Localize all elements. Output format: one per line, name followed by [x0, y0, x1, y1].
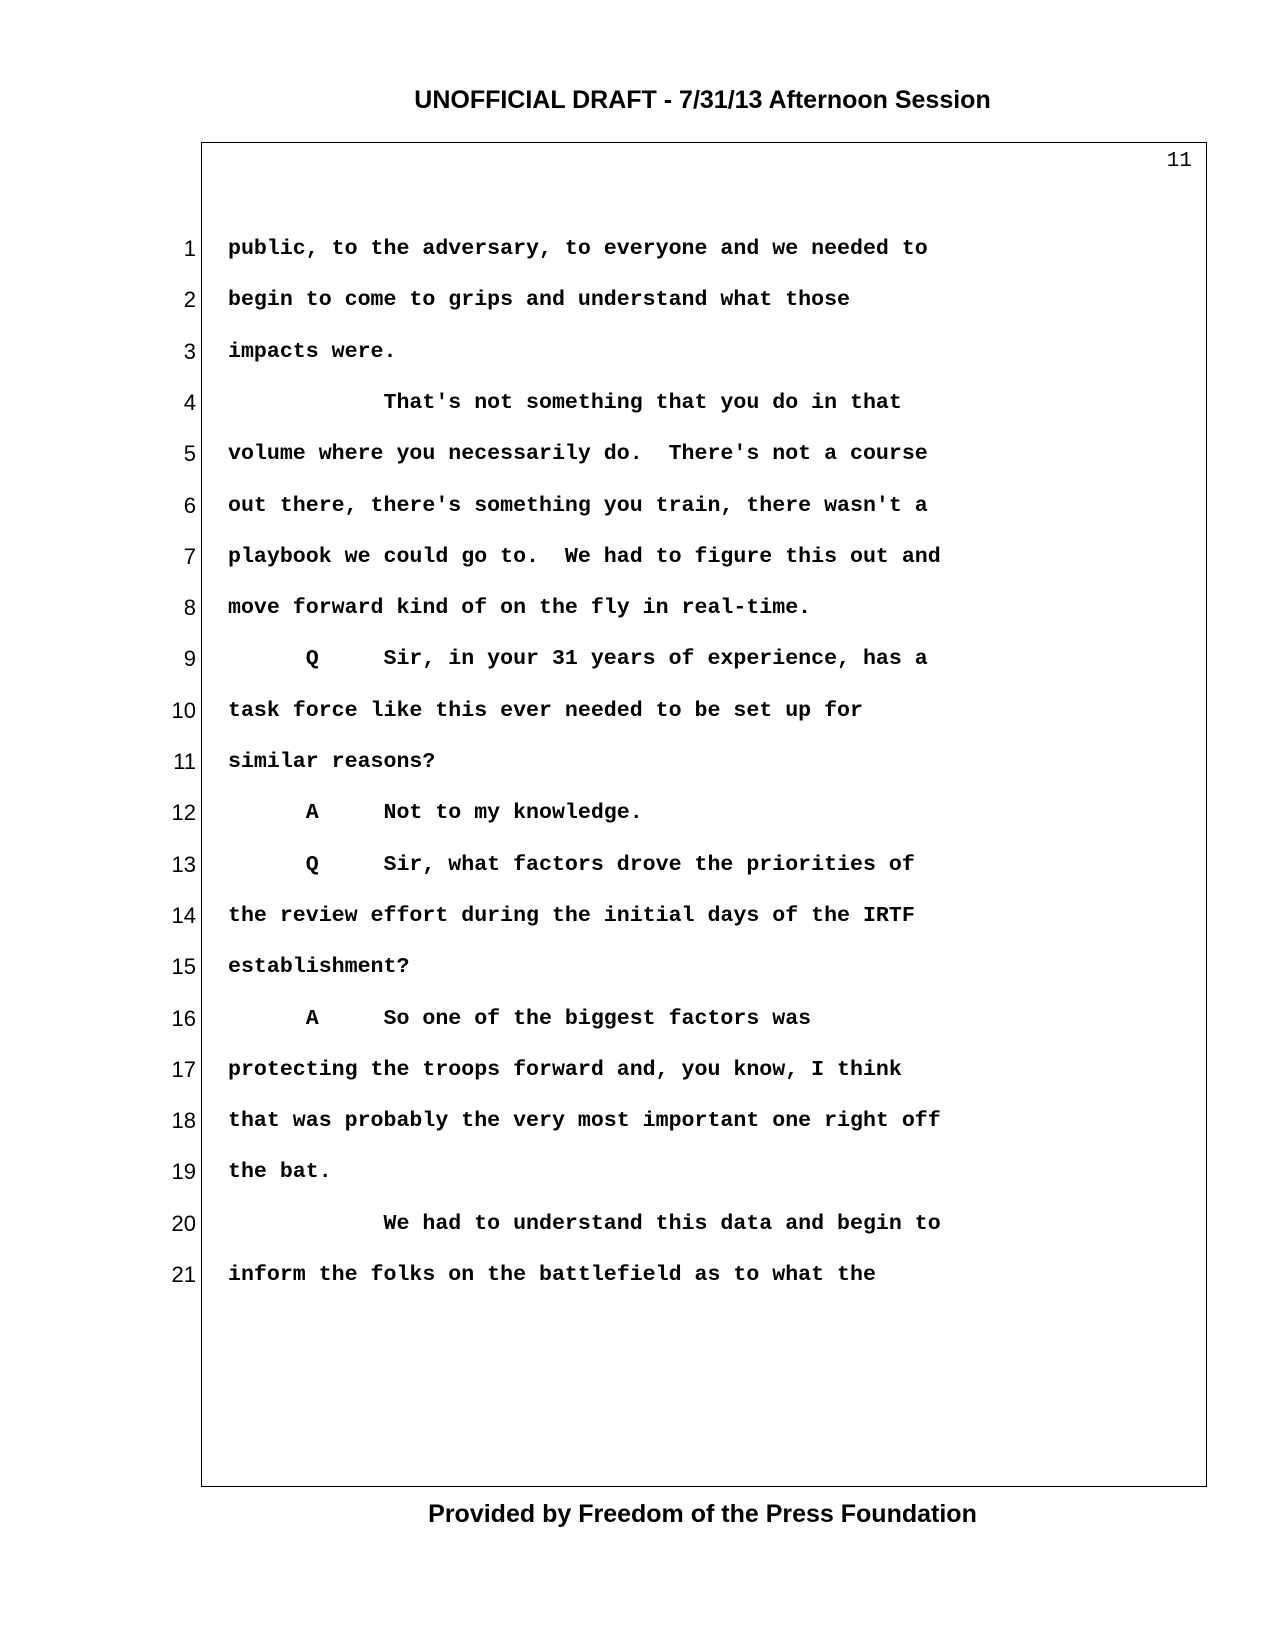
line-number: 3 [183, 338, 196, 364]
line-text: similar reasons? [228, 750, 436, 774]
transcript-line [0, 1057, 1275, 1109]
line-text: out there, there's something you train, there wasn't a [228, 493, 928, 518]
line-number: 15 [171, 954, 196, 980]
line-number: 13 [171, 851, 196, 877]
line-text: A So one of the biggest factors was [228, 1006, 812, 1031]
transcript-line [0, 236, 1275, 288]
line-text: That's not something that you do in that [228, 390, 902, 415]
page-number: 11 [1166, 150, 1192, 173]
transcript-line [0, 1211, 1275, 1263]
transcript-line [0, 646, 1275, 698]
transcript-line [0, 441, 1275, 493]
line-number: 14 [171, 902, 196, 928]
line-number: 16 [171, 1005, 196, 1031]
line-number: 7 [183, 543, 196, 569]
line-text: public, to the adversary, to everyone and we needed to [228, 237, 928, 261]
transcript-line [0, 339, 1275, 391]
line-text: that was probably the very most important one right off [228, 1109, 941, 1134]
transcript-line [0, 390, 1275, 442]
line-number: 2 [183, 287, 196, 313]
line-text: establishment? [228, 955, 410, 980]
line-number: 9 [183, 646, 196, 672]
line-number: 11 [173, 749, 196, 774]
line-text: inform the folks on the battlefield as to what the [228, 1263, 876, 1287]
line-text: begin to come to grips and understand what those [228, 288, 851, 313]
page-footer-credit: Provided by Freedom of the Press Foundation [428, 1500, 977, 1528]
transcript-line [0, 698, 1275, 750]
line-number: 5 [183, 441, 196, 467]
transcript-line [0, 1159, 1275, 1211]
transcript-line [0, 800, 1275, 852]
line-text: We had to understand this data and begin to [228, 1211, 941, 1236]
line-number: 6 [183, 492, 196, 518]
line-text: Q Sir, what factors drove the priorities of [228, 852, 915, 877]
line-number: 10 [171, 697, 196, 723]
line-number: 20 [171, 1210, 196, 1236]
transcript-line [0, 954, 1275, 1006]
line-number: 18 [171, 1108, 196, 1134]
line-number: 12 [171, 800, 196, 826]
line-text: move forward kind of on the fly in real-time. [228, 596, 812, 621]
transcript-line [0, 1262, 1275, 1314]
transcript-line [0, 749, 1275, 801]
line-number: 1 [183, 236, 196, 261]
transcript-line [0, 493, 1275, 545]
transcript-line [0, 1108, 1275, 1160]
line-number: 19 [171, 1159, 196, 1185]
line-number: 17 [171, 1056, 196, 1082]
transcript-line [0, 852, 1275, 904]
line-text: task force like this ever needed to be set up for [228, 698, 863, 723]
line-text: volume where you necessarily do. There's not a course [228, 442, 928, 467]
line-text: the review effort during the initial days of the IRTF [228, 903, 915, 928]
line-text: protecting the troops forward and, you know, I think [228, 1057, 902, 1082]
line-number: 8 [183, 595, 196, 621]
line-number: 21 [171, 1262, 196, 1287]
line-number: 4 [183, 389, 196, 415]
line-text: Q Sir, in your 31 years of experience, has a [228, 647, 928, 672]
line-text: the bat. [228, 1160, 332, 1185]
transcript-line [0, 903, 1275, 955]
line-text: impacts were. [228, 339, 397, 364]
transcript-line [0, 595, 1275, 647]
transcript-line [0, 287, 1275, 339]
transcript-line [0, 1006, 1275, 1058]
line-text: playbook we could go to. We had to figure this out and [228, 544, 941, 569]
page-header-title: UNOFFICIAL DRAFT - 7/31/13 Afternoon Session [414, 86, 991, 114]
transcript-line [0, 544, 1275, 596]
line-text: A Not to my knowledge. [228, 801, 643, 826]
